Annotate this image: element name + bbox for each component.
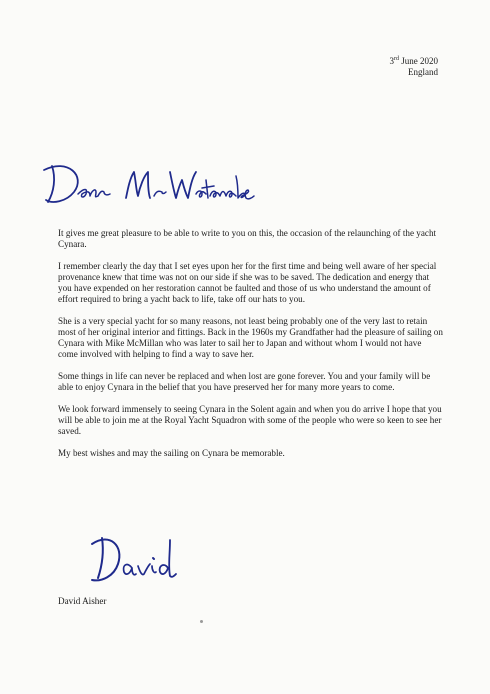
signer-name: David Aisher bbox=[58, 596, 107, 606]
date-month-year: June 2020 bbox=[399, 56, 438, 66]
paragraph-5: We look forward immensely to seeing Cynara in the Solent again and when you do arrive I hope that you will be able to join me at the Royal Yacht Squadron with some of the people who were so keen to see her saved. bbox=[58, 404, 442, 436]
paragraph-6: My best wishes and may the sailing on Cynara be memorable. bbox=[58, 448, 285, 458]
paragraph-3: She is a very special yacht for so many reasons, not least being probably one of the very last to retain most of her original interior and fittings. Back in the 1960s my Grandfather had the pleasure of sailing on Cynara with Mike McMillan who was later to sail her to Japan and without whom I would not have come involved with helping to find a way to save her. bbox=[58, 316, 443, 359]
letter-place: England bbox=[408, 67, 438, 77]
paper-speck bbox=[200, 620, 203, 623]
letter-body bbox=[58, 228, 443, 470]
handwritten-salutation bbox=[38, 158, 258, 210]
paragraph-1: It gives me great pleasure to be able to write to you on this, the occasion of the relaunching of the yacht Cynara. bbox=[58, 228, 437, 249]
date-block bbox=[390, 56, 439, 78]
paragraph-2: I remember clearly the day that I set eyes upon her for the first time and being well aware of her special provenance knew that time was not on our side if she was to be saved. The dedication and energy that you have expended on her restoration cannot be faulted and those of us who understand the amount of effort required to bring a yacht back to life, take off our hats to you. bbox=[58, 261, 437, 304]
date-suffix: rd bbox=[394, 56, 399, 62]
date-day: 3 bbox=[389, 56, 394, 66]
paragraph-4: Some things in life can never be replaced and when lost are gone forever. You and your family will be able to enjoy Cynara in the belief that you have preserved her for many more years to come. bbox=[58, 371, 431, 392]
handwritten-signature bbox=[88, 528, 188, 590]
letter-date bbox=[390, 56, 439, 67]
